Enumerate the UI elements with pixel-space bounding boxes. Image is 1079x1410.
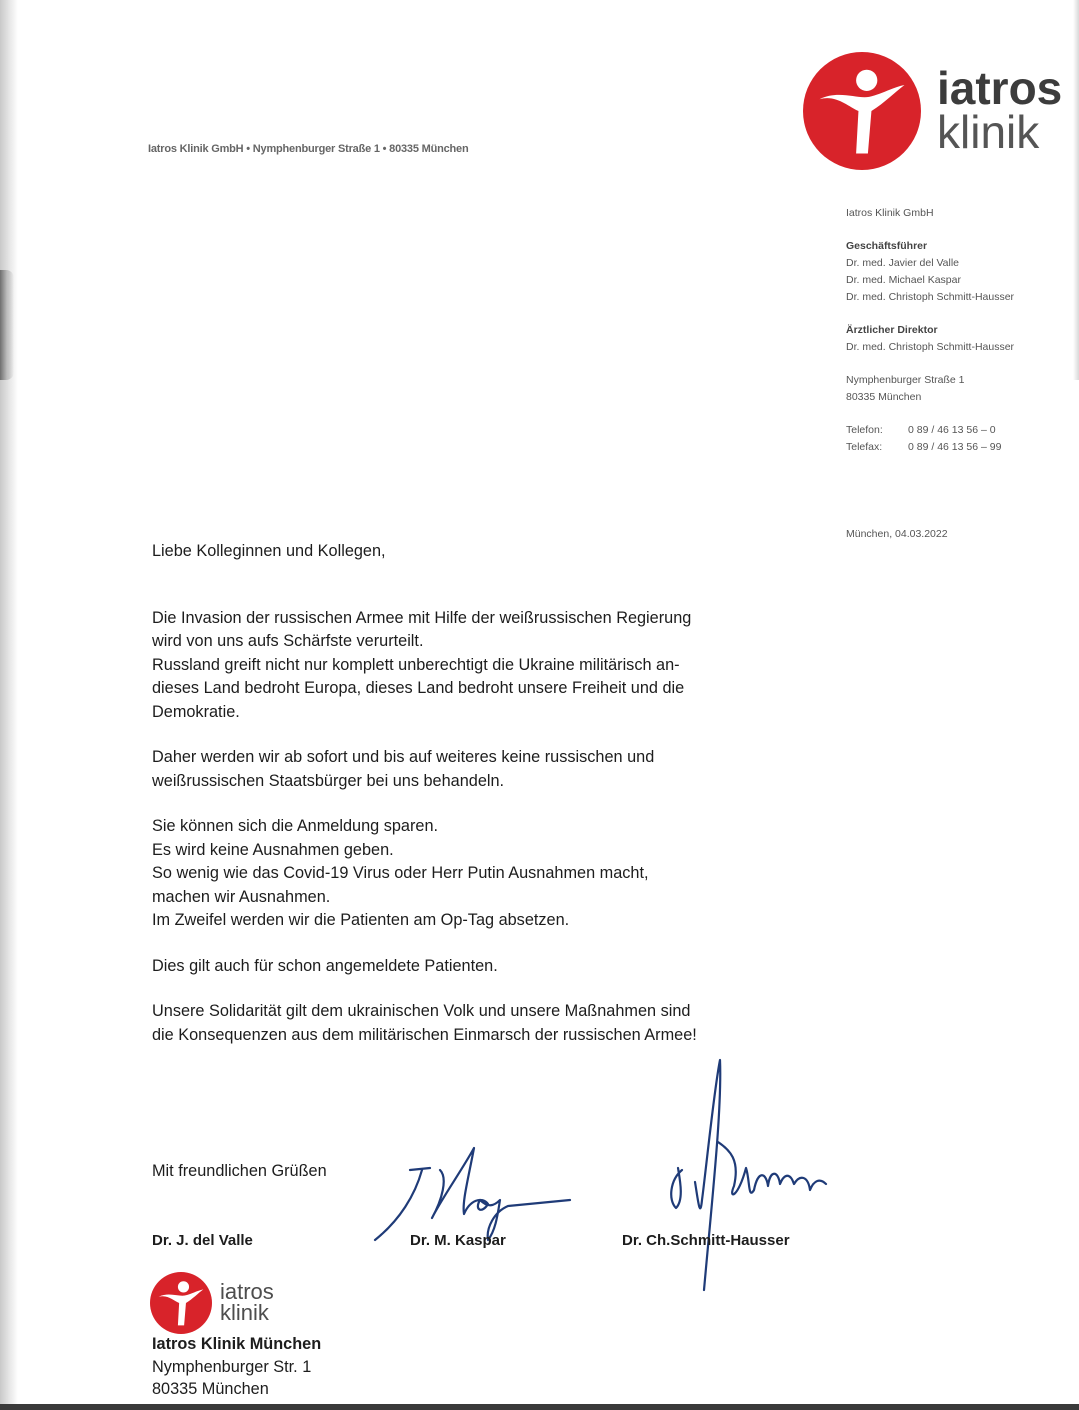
signatory-del-valle: Dr. J. del Valle (152, 1232, 253, 1249)
paragraph-line: Russland greift nicht nur komplett unberechtigt die Ukraine militärisch an- (152, 655, 680, 674)
paragraph-line: dieses Land bedroht Europa, dieses Land bedroht unsere Freiheit und die (152, 679, 685, 697)
sidebar-phone: 0 89 / 46 13 56 – 0 (908, 424, 996, 436)
iatros-logo-header (803, 52, 1062, 170)
sidebar-phone-label: Telefon: (846, 424, 883, 436)
page-edge-shadow (0, 0, 18, 1410)
letter-date: München, 04.03.2022 (846, 528, 948, 540)
paragraph-line: So wenig wie das Covid-19 Virus oder Herr Putin Ausnahmen macht, (152, 864, 649, 882)
sidebar-fax-label: Telefax: (846, 441, 883, 453)
page-edge-shadow-spot (0, 270, 14, 380)
logo-word-iatros: iatros (937, 62, 1063, 115)
paragraph-4 (152, 955, 832, 979)
sidebar-manager: Dr. med. Christoph Schmitt-Hausser (846, 291, 1015, 303)
sidebar-director-heading: Ärztlicher Direktor (846, 324, 938, 336)
iatros-figure-icon (150, 1272, 212, 1334)
paragraph-5 (152, 1000, 832, 1047)
sidebar-street: Nymphenburger Straße 1 (846, 374, 965, 386)
paragraph-1 (152, 607, 832, 725)
salutation: Liebe Kolleginnen und Kollegen, (152, 542, 386, 560)
sidebar-manager: Dr. med. Javier del Valle (846, 257, 960, 269)
page-edge-right (1073, 0, 1079, 380)
sidebar-company: Iatros Klinik GmbH (846, 207, 934, 219)
paragraph-2 (152, 746, 832, 793)
footer-street: Nymphenburger Str. 1 (152, 1357, 312, 1376)
paragraph-line: Unsere Solidarität gilt dem ukrainischen Volk und unsere Maßnahmen sind (152, 1002, 691, 1020)
signatory-kaspar: Dr. M. Kaspar (410, 1232, 506, 1249)
sidebar-manager: Dr. med. Michael Kaspar (846, 274, 961, 286)
sidebar-director: Dr. med. Christoph Schmitt-Hausser (846, 341, 1015, 353)
paragraph-line: Im Zweifel werden wir die Patienten am Op-Tag absetzen. (152, 911, 570, 929)
footer-city: 80335 München (152, 1380, 269, 1398)
letter-body (152, 540, 832, 1069)
closing-phrase: Mit freundlichen Grüßen (152, 1162, 327, 1180)
paragraph-line: Es wird keine Ausnahmen geben. (152, 840, 394, 859)
signatory-schmitt-hausser: Dr. Ch.Schmitt-Hausser (622, 1232, 790, 1249)
logo-word-iatros: iatros (220, 1279, 274, 1305)
logo-word-klinik: klinik (937, 106, 1040, 158)
paragraph-line: machen wir Ausnahmen. (152, 887, 331, 906)
paragraph-line: Die Invasion der russischen Armee mit Hilfe der weißrussischen Regierung (152, 608, 692, 627)
sidebar-city: 80335 München (846, 391, 922, 403)
paragraph-line: Daher werden wir ab sofort und bis auf weiteres keine russischen und (152, 748, 655, 766)
signature-schmitt-hausser (650, 1050, 840, 1300)
paragraph-line: Dies gilt auch für schon angemeldete Patienten. (152, 956, 498, 975)
paragraph-3 (152, 815, 832, 933)
paragraph-line: die Konsequenzen aus dem militärischen Einmarsch der russischen Armee! (152, 1025, 697, 1044)
footer-address (152, 1333, 321, 1401)
iatros-logo-footer (150, 1272, 274, 1334)
paragraph-line: Sie können sich die Anmeldung sparen. (152, 817, 439, 835)
iatros-figure-icon (803, 52, 921, 170)
sidebar-fax: 0 89 / 46 13 56 – 99 (908, 441, 1002, 453)
sidebar-managers-heading: Geschäftsführer (846, 240, 928, 252)
paragraph-line: Demokratie. (152, 702, 240, 721)
letterhead-sidebar (846, 205, 1066, 472)
sender-address-line: Iatros Klinik GmbH • Nymphenburger Straße 1 • 80335 München (148, 143, 469, 155)
bottom-edge-bar (0, 1404, 1079, 1410)
paragraph-line: weißrussischen Staatsbürger bei uns behandeln. (152, 771, 505, 790)
paragraph-line: wird von uns aufs Schärfste verurteilt. (152, 632, 424, 650)
footer-clinic-name: Iatros Klinik München (152, 1335, 322, 1353)
logo-word-klinik: klinik (220, 1300, 269, 1325)
